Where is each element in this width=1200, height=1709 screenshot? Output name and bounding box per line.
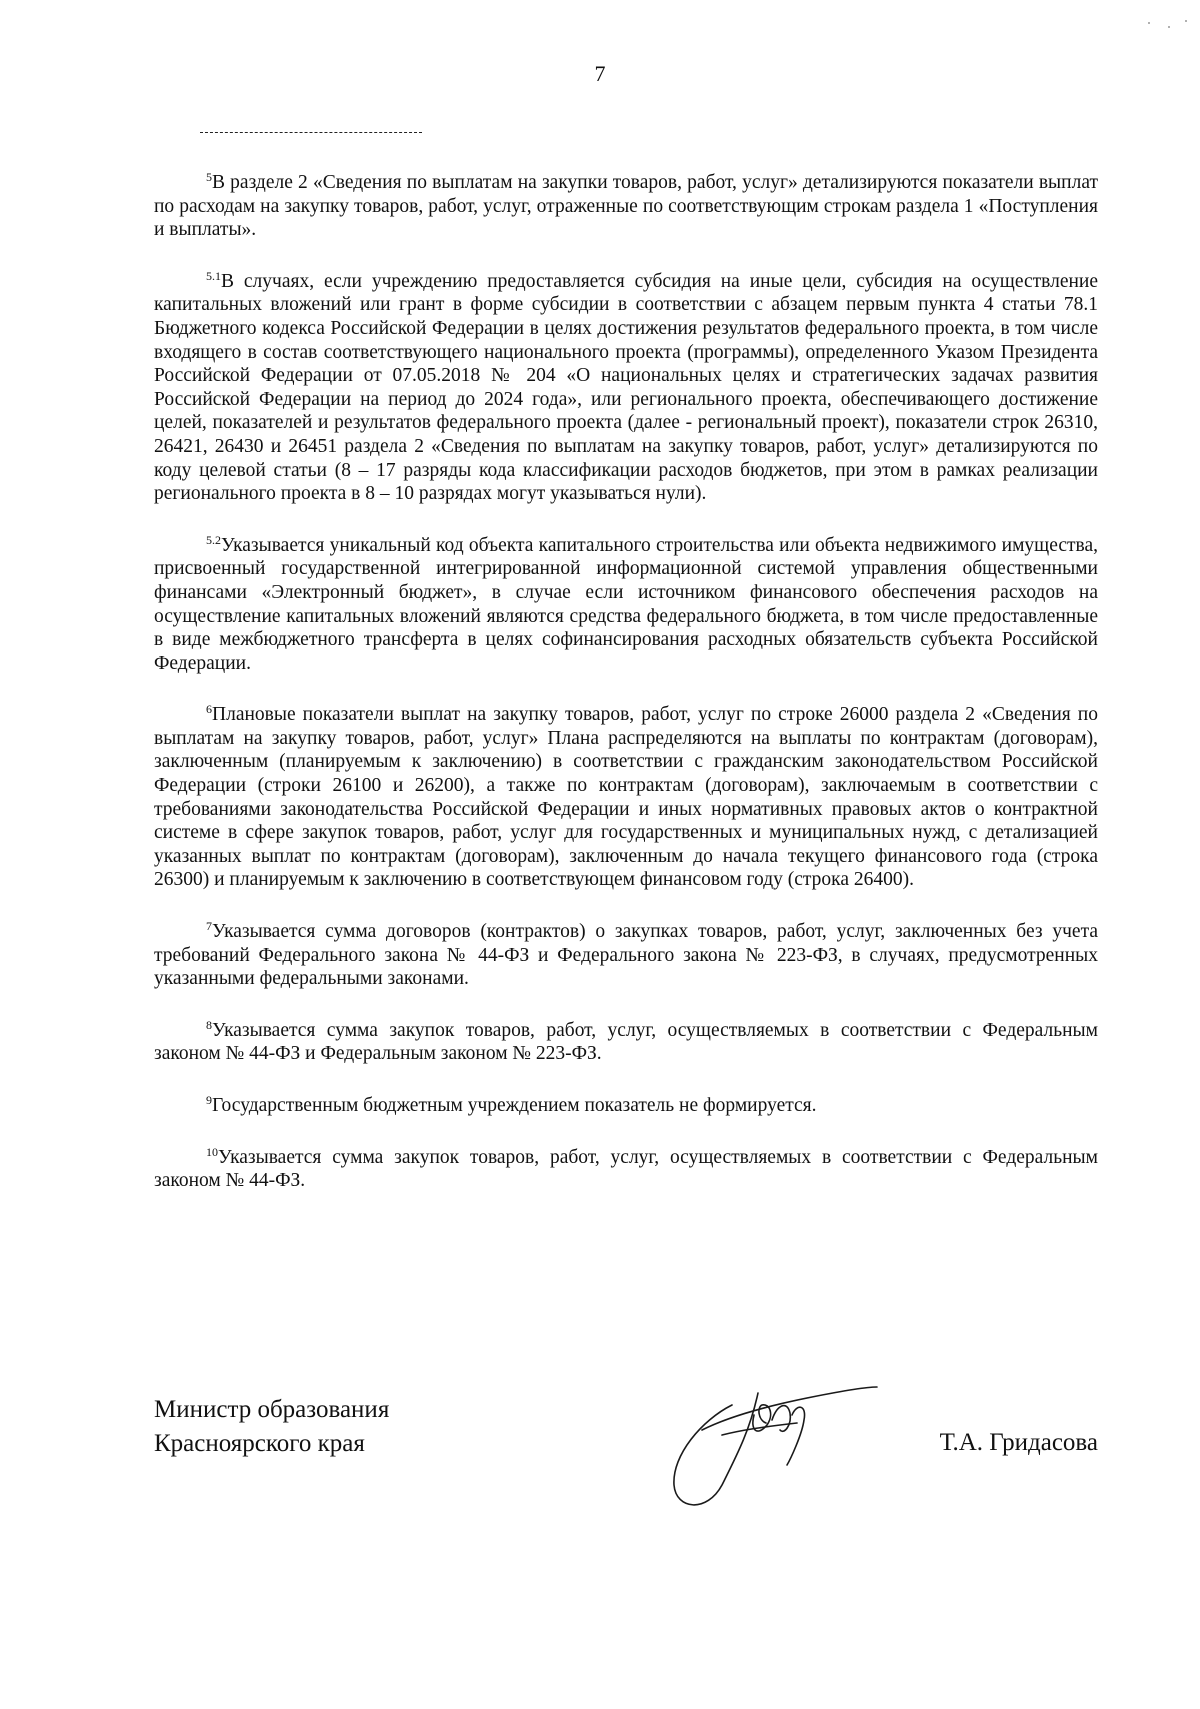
footnote-9 (154, 1094, 1098, 1118)
footnote-5-2 (154, 534, 1098, 676)
footnote-text: Указывается сумма закупок товаров, работ, услуг, осуществляемых в соответствии с Федеральным законом № 44-ФЗ. (154, 1146, 1098, 1192)
footnote-5-1 (154, 270, 1098, 506)
handwritten-signature (662, 1375, 882, 1515)
footnote-6 (154, 703, 1098, 892)
page-number: 7 (594, 61, 606, 86)
footnote-text: Государственным бюджетным учреждением показатель не формируется. (212, 1095, 817, 1116)
footnote-text: Указывается сумма договоров (контрактов) о закупках товаров, работ, услуг, заключенных без учета требований Федерального закона № 44-ФЗ и Федерального закона № 223-ФЗ, в случаях, предусмотренных указанными федеральными законами. (154, 921, 1098, 990)
footnote-mark: 5.2 (206, 532, 221, 547)
footnote-separator (200, 132, 422, 133)
signer-position-line2: Красноярского края (154, 1430, 365, 1457)
footnotes-list (154, 171, 1098, 1221)
scan-speck (1185, 20, 1187, 22)
scan-speck (1148, 22, 1150, 24)
footnote-mark: 10 (206, 1144, 218, 1159)
footnote-mark: 8 (206, 1017, 212, 1032)
signature-block (154, 1393, 1098, 1523)
footnote-8 (154, 1019, 1098, 1066)
footnote-text: В случаях, если учреждению предоставляется субсидия на иные цели, субсидия на осуществление капитальных вложений или грант в форме субсидии в соответствии с абзацем первым пункта 4 статьи 78.1 Бюджетного кодекса Российской Федерации в целях достижения результатов федерального проекта, в том числе входящего в состав соответствующего национального проекта (программы), определенного Указом Президента Российской Федерации от 07.05.2018 № 204 «О национальных целях и стратегических задачах развития Российской Федерации на период до 2024 года», или регионального проекта, обеспечивающего достижение целей, показателей и результатов федерального проекта (далее - региональный проект), показатели строк 26310, 26421, 26430 и 26451 раздела 2 «Сведения по выплатам на закупку товаров, работ, услуг» детализируются по коду целевой статьи (8 – 17 разряды кода классификации расходов бюджетов, при этом в рамках реализации регионального проекта в 8 – 10 разрядах могут указываться нули). (154, 270, 1098, 505)
footnote-10 (154, 1146, 1098, 1193)
footnote-text: В разделе 2 «Сведения по выплатам на закупки товаров, работ, услуг» детализируются показатели выплат по расходам на закупку товаров, работ, услуг, отраженные по соответствующим строкам раздела 1 «Поступления и выплаты». (154, 172, 1098, 241)
footnote-mark: 5 (206, 170, 212, 184)
scan-speck (1168, 26, 1170, 28)
footnote-mark: 6 (206, 702, 212, 717)
footnote-7 (154, 920, 1098, 991)
footnote-mark: 7 (206, 919, 212, 934)
footnote-mark: 9 (206, 1093, 212, 1107)
signer-position (154, 1393, 389, 1461)
signer-name: Т.А. Гридасова (939, 1429, 1098, 1456)
signer-position-line1: Министр образования (154, 1396, 390, 1423)
footnote-text: Плановые показатели выплат на закупку товаров, работ, услуг по строке 26000 раздела 2 «Сведения по выплатам на закупку товаров, работ, услуг» Плана распределяются на выплаты по контрактам (договорам), заключенным (планируемым к заключению) в соответствии с гражданским законодательством Российской Федерации (строки 26100 и 26200), а также по контрактам (договорам), заключаемым в соответствии с требованиями законодательства Российской Федерации и иных нормативных правовых актов о контрактной системе в сфере закупок товаров, работ, услуг для государственных и муниципальных нужд, с детализацией указанных выплат по контрактам (договорам), заключенным до начала текущего финансового года (строка 26300) и планируемым к заключению в соответствующем финансовом году (строка 26400). (154, 704, 1098, 891)
footnote-mark: 5.1 (206, 268, 221, 283)
footnote-text: Указывается уникальный код объекта капитального строительства или объекта недвижимого имущества, присвоенный государственной интегрированной информационной системой управления общественными финансами «Электронный бюджет», в случае если источником финансового обеспечения расходов на осуществление капитальных вложений являются средства федерального бюджета, в том числе предоставленные в виде межбюджетного трансферта в целях софинансирования расходных обязательств субъекта Российской Федерации. (154, 534, 1098, 674)
footnote-text: Указывается сумма закупок товаров, работ, услуг, осуществляемых в соответствии с Федеральным законом № 44-ФЗ и Федеральным законом № 223-ФЗ. (154, 1019, 1098, 1065)
footnote-5 (154, 171, 1098, 242)
